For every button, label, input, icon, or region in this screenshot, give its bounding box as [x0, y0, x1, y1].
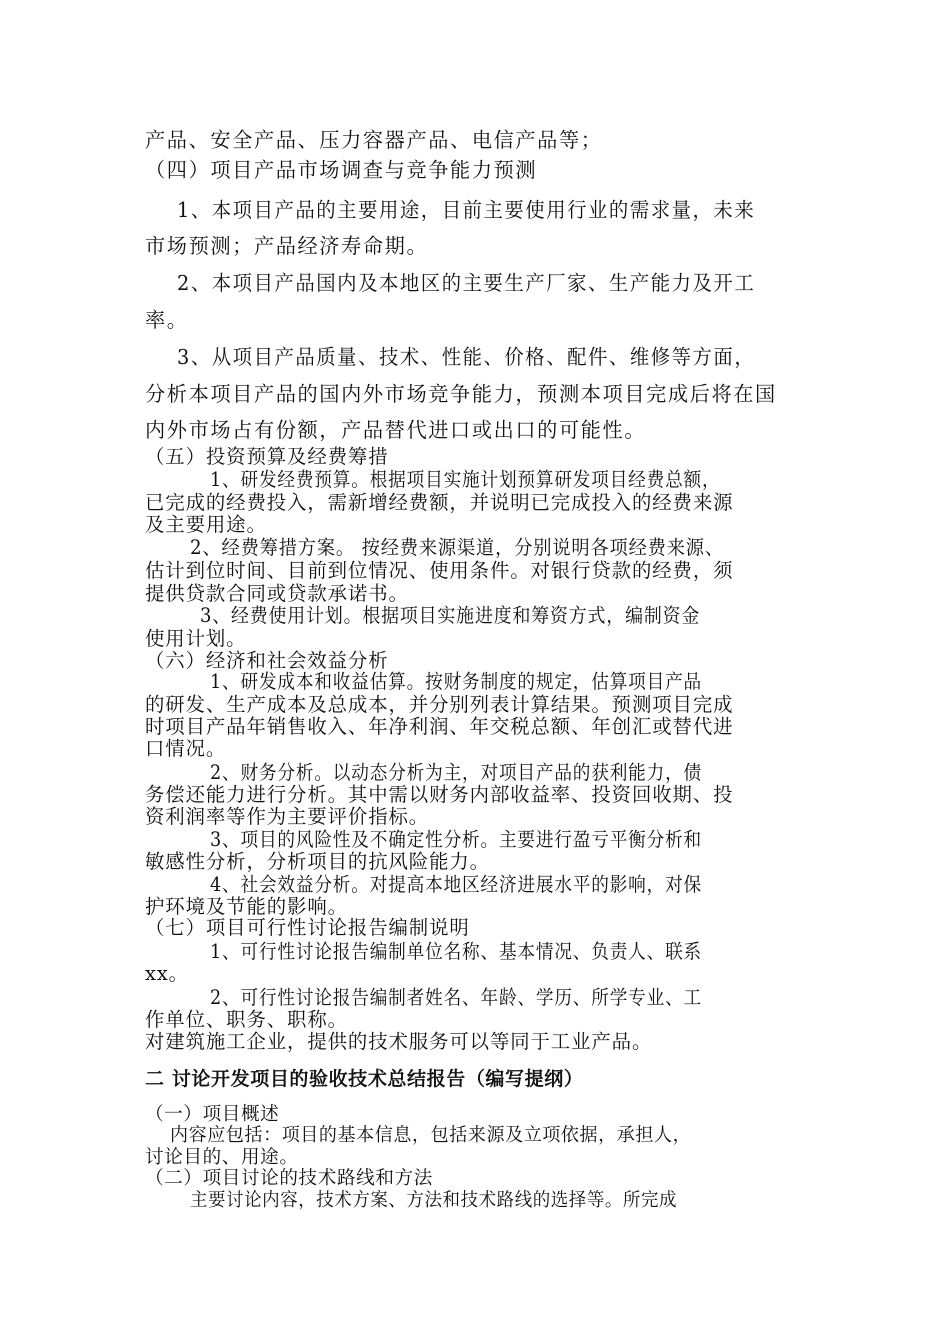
text-line: 1、研发成本和收益估算。按财务制度的规定，估算项目产品 [210, 670, 703, 693]
text-line: 1、研发经费预算。根据项目实施计划预算研发项目经费总额， [210, 468, 721, 491]
section-heading: （一）项目概述 [145, 1104, 280, 1125]
text-line: 估计到位时间、目前到位情况、使用条件。对银行贷款的经费，须 [145, 559, 734, 582]
section-heading: （四）项目产品市场调查与竞争能力预测 [145, 158, 538, 182]
text-line: 已完成的经费投入，需新增经费额，并说明已完成投入的经费来源 [145, 491, 734, 514]
text-line: 资利润率等作为主要评价指标。 [145, 805, 430, 828]
text-line: 使用计划。 [145, 627, 247, 650]
section-heading: （六）经济和社会效益分析 [145, 649, 389, 672]
text-line: 内容应包括：项目的基本信息，包括来源及立项依据，承担人， [170, 1125, 692, 1146]
text-line: 敏感性分析，分析项目的抗风险能力。 [145, 850, 490, 873]
text-line: 3、经费使用计划。根据项目实施进度和筹资方式，编制资金 [200, 604, 701, 627]
text-line: 2、财务分析。以动态分析为主，对项目产品的获利能力，债 [210, 761, 703, 784]
text-line: 1、本项目产品的主要用途，目前主要使用行业的需求量，未来 [177, 198, 756, 222]
text-line: 2、经费筹措方案。 按经费来源渠道，分别说明各项经费来源、 [190, 536, 724, 559]
text-line: 率。 [145, 308, 189, 332]
text-line: 的研发、生产成本及总成本，并分别列表计算结果。预测项目完成 [145, 693, 734, 716]
section-heading: （二）项目讨论的技术路线和方法 [145, 1168, 433, 1189]
text-line: 讨论目的、用途。 [145, 1147, 299, 1168]
text-line: 3、项目的风险性及不确定性分析。主要进行盈亏平衡分析和 [210, 828, 703, 851]
text-line: 口情况。 [145, 737, 227, 760]
text-line: 主要讨论内容，技术方案、方法和技术路线的选择等。所完成 [190, 1190, 678, 1211]
text-line: 产品、安全产品、压力容器产品、电信产品等； [145, 128, 603, 152]
text-line: 提供贷款合同或贷款承诺书。 [145, 582, 409, 605]
text-line: 市场预测；产品经济寿命期。 [145, 234, 429, 258]
text-line: 及主要用途。 [145, 513, 267, 536]
text-line: 时项目产品年销售收入、年净利润、年交税总额、年创汇或替代进 [145, 715, 734, 738]
text-line: 3、从项目产品质量、技术、性能、价格、配件、维修等方面， [177, 345, 756, 369]
text-line: 2、本项目产品国内及本地区的主要生产厂家、生产能力及开工 [177, 271, 756, 295]
text-line: 1、可行性讨论报告编制单位名称、基本情况、负责人、联系 [210, 940, 703, 963]
section-heading: （七）项目可行性讨论报告编制说明 [145, 916, 470, 939]
text-line: 2、可行性讨论报告编制者姓名、年龄、学历、所学专业、工 [210, 986, 703, 1009]
text-line: 务偿还能力进行分析。其中需以财务内部收益率、投资回收期、投 [145, 783, 734, 806]
text-line: 护环境及节能的影响。 [145, 895, 348, 918]
chapter-heading: 二 讨论开发项目的验收技术总结报告（编写提纲） [145, 1068, 584, 1090]
text-line: 内外市场占有份额，产品替代进口或出口的可能性。 [145, 418, 647, 442]
text-line: xx。 [145, 962, 189, 985]
text-line: 作单位、职务、职称。 [145, 1008, 348, 1031]
text-line: 对建筑施工企业，提供的技术服务可以等同于工业产品。 [145, 1030, 653, 1053]
text-line: 分析本项目产品的国内外市场竞争能力，预测本项目完成后将在国 [145, 382, 777, 406]
section-heading: （五）投资预算及经费筹措 [145, 445, 389, 468]
text-line: 4、社会效益分析。对提高本地区经济进展水平的影响，对保 [210, 873, 703, 896]
